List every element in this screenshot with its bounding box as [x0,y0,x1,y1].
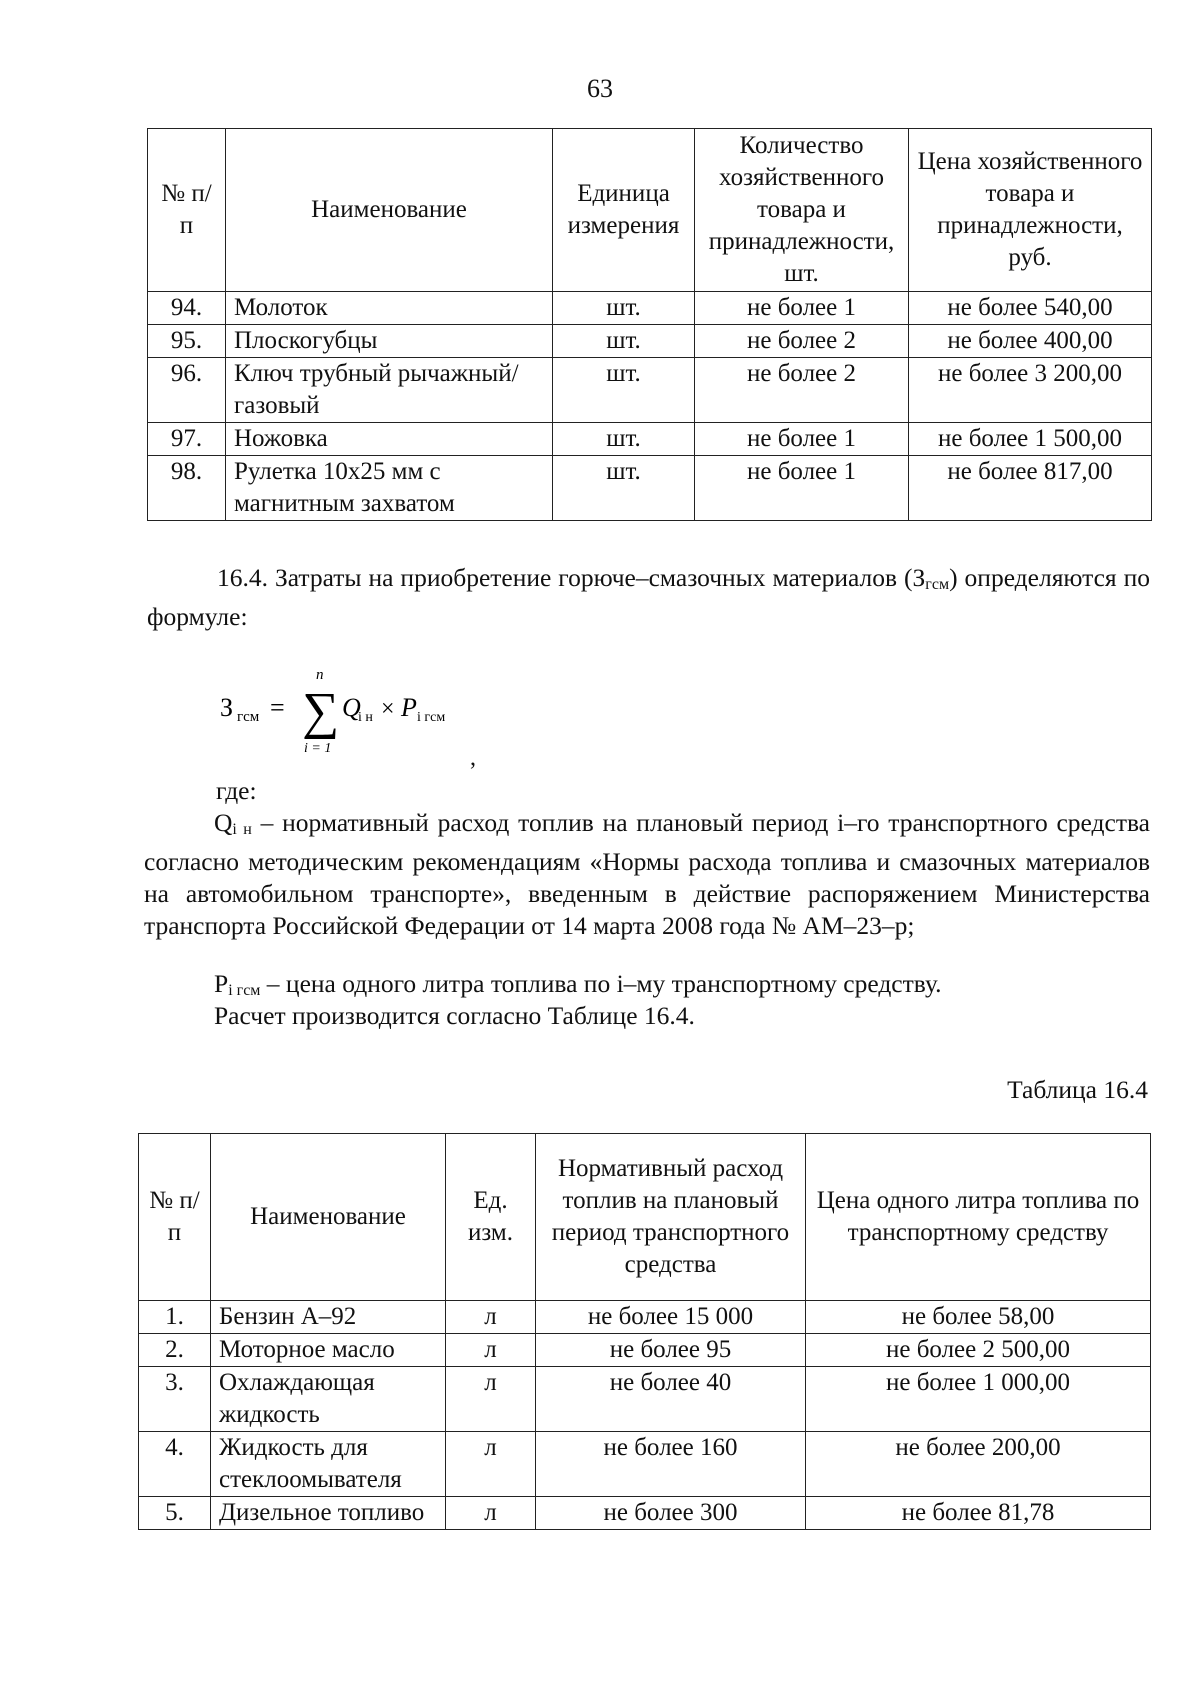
row-name: Дизельное топливо [211,1497,446,1530]
table-row [148,423,1152,456]
table-caption: Таблица 16.4 [1007,1075,1148,1104]
header-num: № п/п [148,129,226,292]
row-name: Моторное масло [211,1334,446,1367]
table-row [148,358,1152,423]
row-num: 95. [148,325,226,358]
row-price: не более 58,00 [806,1301,1151,1334]
row-name: Жидкость для стеклоомывателя [211,1432,446,1497]
fuel-table [138,1133,1151,1530]
q-definition [144,807,1150,942]
row-norm: не более 15 000 [536,1301,806,1334]
row-unit: шт. [553,423,695,456]
row-name: Рулетка 10х25 мм с магнитным захватом [226,456,553,521]
row-name: Ключ трубный рычажный/газовый [226,358,553,423]
row-num: 2. [139,1334,211,1367]
row-unit: л [446,1432,536,1497]
row-num: 4. [139,1432,211,1497]
row-price: не более 400,00 [909,325,1152,358]
intro-end: ) определяются по формуле: [147,563,1150,631]
calc-note: Расчет производится согласно Таблице 16.4. [214,1001,695,1030]
intro-text: 16.4. Затраты на приобретение горюче–смазочных материалов (З [217,563,926,592]
row-num: 5. [139,1497,211,1530]
formula-graphic [218,668,538,758]
header-price: Цена хозяйственного товара и принадлежности, руб. [909,129,1152,292]
row-price: не более 81,78 [806,1497,1151,1530]
row-unit: шт. [553,358,695,423]
row-unit: л [446,1367,536,1432]
formula-lower: i = 1 [304,741,332,756]
table-row [139,1367,1151,1432]
sum-icon: ∑ [302,683,340,740]
row-norm: не более 300 [536,1497,806,1530]
intro-sub: гсм [925,576,950,593]
row-norm: не более 40 [536,1367,806,1432]
formula-lhs-sub: гсм [237,709,260,725]
table-row [139,1497,1151,1530]
section-intro [147,562,1150,633]
table-row [148,325,1152,358]
row-unit: л [446,1301,536,1334]
row-name: Бензин А–92 [211,1301,446,1334]
table-row [148,292,1152,325]
row-qty: не более 2 [695,358,909,423]
formula-p: P [401,693,417,722]
formula [218,668,538,758]
row-name: Молоток [226,292,553,325]
row-qty: не более 1 [695,423,909,456]
formula-lhs: З [220,693,234,722]
p-text: – цена одного литра топлива по i–му транспортному средству. [260,969,942,998]
row-num: 98. [148,456,226,521]
header-price: Цена одного литра топлива по транспортному средству [806,1134,1151,1301]
formula-equals: = [270,693,285,722]
q-text: – нормативный расход топлив на плановый период i–го транспортного средства согласно методическим рекомендациям «Нормы расхода топлива и смазочных материалов на автомобильном транспорте», введенным в действие распоряжением Министерства транспорта Российской Федерации от 14 марта 2008 года № АМ–23–р; [144,808,1150,940]
row-qty: не более 1 [695,456,909,521]
row-norm: не более 160 [536,1432,806,1497]
row-unit: л [446,1497,536,1530]
formula-times: × [381,696,395,722]
row-num: 3. [139,1367,211,1432]
formula-upper: n [316,667,324,683]
p-symbol: P [214,969,229,998]
row-price: не более 3 200,00 [909,358,1152,423]
row-price: не более 200,00 [806,1432,1151,1497]
p-sub: i гсм [228,982,261,999]
q-symbol: Q [214,808,233,837]
header-name: Наименование [211,1134,446,1301]
row-unit: л [446,1334,536,1367]
row-qty: не более 2 [695,325,909,358]
row-num: 1. [139,1301,211,1334]
row-price: не более 817,00 [909,456,1152,521]
row-price: не более 1 500,00 [909,423,1152,456]
header-unit: Ед. изм. [446,1134,536,1301]
table-row [139,1301,1151,1334]
where-label: где: [216,776,257,805]
row-name: Охлаждающая жидкость [211,1367,446,1432]
row-num: 96. [148,358,226,423]
row-name: Ножовка [226,423,553,456]
row-unit: шт. [553,292,695,325]
header-unit: Единица измерения [553,129,695,292]
formula-q-sub: i н [358,710,373,725]
header-name: Наименование [226,129,553,292]
formula-p-sub: i гсм [417,710,446,725]
row-num: 97. [148,423,226,456]
row-price: не более 2 500,00 [806,1334,1151,1367]
row-qty: не более 1 [695,292,909,325]
supplies-table [147,128,1152,521]
table-row [139,1334,1151,1367]
table-row [139,1432,1151,1497]
page-number: 63 [587,74,613,103]
header-qty: Количество хозяйственного товара и принадлежности, шт. [695,129,909,292]
row-price: не более 540,00 [909,292,1152,325]
row-price: не более 1 000,00 [806,1367,1151,1432]
row-num: 94. [148,292,226,325]
q-sub: i н [232,821,252,838]
row-norm: не более 95 [536,1334,806,1367]
row-unit: шт. [553,325,695,358]
row-unit: шт. [553,456,695,521]
table-row [148,456,1152,521]
row-name: Плоскогубцы [226,325,553,358]
formula-comma: , [470,745,476,771]
formula-q: Q [342,693,361,722]
header-num: № п/п [139,1134,211,1301]
header-norm: Нормативный расход топлив на плановый период транспортного средства [536,1134,806,1301]
